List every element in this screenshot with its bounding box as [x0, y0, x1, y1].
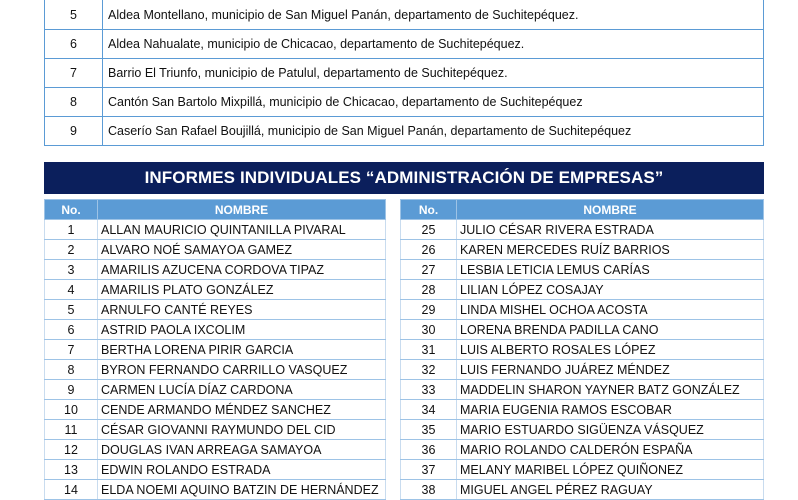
row-number: 38 [401, 480, 457, 500]
person-name: LORENA BRENDA PADILLA CANO [457, 320, 764, 340]
name-row [45, 420, 386, 440]
location-row [45, 30, 764, 59]
header-name: NOMBRE [457, 200, 764, 220]
person-name: MARIA EUGENIA RAMOS ESCOBAR [457, 400, 764, 420]
name-row [45, 220, 386, 240]
location-text: Cantón San Bartolo Mixpillá, municipio de Chicacao, departamento de Suchitepéquez [103, 88, 764, 117]
row-number: 11 [45, 420, 98, 440]
name-row [401, 320, 764, 340]
name-row [45, 400, 386, 420]
row-number: 4 [45, 280, 98, 300]
person-name: BYRON FERNANDO CARRILLO VASQUEZ [98, 360, 386, 380]
row-number: 14 [45, 480, 98, 500]
row-number: 33 [401, 380, 457, 400]
location-text: Aldea Nahualate, municipio de Chicacao, departamento de Suchitepéquez. [103, 30, 764, 59]
row-number: 37 [401, 460, 457, 480]
row-number: 12 [45, 440, 98, 460]
name-row [401, 440, 764, 460]
person-name: DOUGLAS IVAN ARREAGA SAMAYOA [98, 440, 386, 460]
person-name: MARIO ESTUARDO SIGÜENZA VÁSQUEZ [457, 420, 764, 440]
name-row [45, 440, 386, 460]
name-row [45, 300, 386, 320]
person-name: MARIO ROLANDO CALDERÓN ESPAÑA [457, 440, 764, 460]
name-row [401, 460, 764, 480]
header-name: NOMBRE [98, 200, 386, 220]
names-table-right [400, 199, 764, 500]
row-number: 6 [45, 320, 98, 340]
locations-table [44, 0, 764, 146]
row-number: 2 [45, 240, 98, 260]
person-name: MIGUEL ANGEL PÉREZ RAGUAY [457, 480, 764, 500]
header-no: No. [45, 200, 98, 220]
name-row [45, 280, 386, 300]
location-text: Barrio El Triunfo, municipio de Patulul, departamento de Suchitepéquez. [103, 59, 764, 88]
row-number: 27 [401, 260, 457, 280]
row-number: 5 [45, 300, 98, 320]
row-number: 26 [401, 240, 457, 260]
person-name: LUIS FERNANDO JUÁREZ MÉNDEZ [457, 360, 764, 380]
name-row [401, 360, 764, 380]
name-row [401, 400, 764, 420]
row-number: 7 [45, 340, 98, 360]
name-row [401, 300, 764, 320]
row-number: 9 [45, 380, 98, 400]
location-number: 7 [45, 59, 103, 88]
header-row [45, 200, 386, 220]
location-number: 8 [45, 88, 103, 117]
header-row [401, 200, 764, 220]
header-no: No. [401, 200, 457, 220]
person-name: ALVARO NOÉ SAMAYOA GAMEZ [98, 240, 386, 260]
person-name: ASTRID PAOLA IXCOLIM [98, 320, 386, 340]
location-text: Aldea Montellano, municipio de San Miguel Panán, departamento de Suchitepéquez. [103, 0, 764, 30]
name-row [401, 280, 764, 300]
location-row [45, 0, 764, 30]
name-row [401, 480, 764, 500]
person-name: BERTHA LORENA PIRIR GARCIA [98, 340, 386, 360]
row-number: 3 [45, 260, 98, 280]
row-number: 35 [401, 420, 457, 440]
location-number: 6 [45, 30, 103, 59]
row-number: 32 [401, 360, 457, 380]
person-name: KAREN MERCEDES RUÍZ BARRIOS [457, 240, 764, 260]
name-row [45, 360, 386, 380]
person-name: LUIS ALBERTO ROSALES LÓPEZ [457, 340, 764, 360]
person-name: AMARILIS PLATO GONZÁLEZ [98, 280, 386, 300]
location-number: 5 [45, 0, 103, 30]
name-row [401, 240, 764, 260]
person-name: MADDELIN SHARON YAYNER BATZ GONZÁLEZ [457, 380, 764, 400]
name-row [401, 260, 764, 280]
row-number: 13 [45, 460, 98, 480]
location-number: 9 [45, 117, 103, 146]
person-name: JULIO CÉSAR RIVERA ESTRADA [457, 220, 764, 240]
location-row [45, 117, 764, 146]
row-number: 25 [401, 220, 457, 240]
person-name: AMARILIS AZUCENA CORDOVA TIPAZ [98, 260, 386, 280]
name-row [45, 460, 386, 480]
person-name: ELDA NOEMI AQUINO BATZIN DE HERNÁNDEZ [98, 480, 386, 500]
row-number: 10 [45, 400, 98, 420]
name-row [401, 220, 764, 240]
row-number: 28 [401, 280, 457, 300]
name-row [401, 380, 764, 400]
name-row [401, 340, 764, 360]
location-row [45, 59, 764, 88]
person-name: LINDA MISHEL OCHOA ACOSTA [457, 300, 764, 320]
person-name: LESBIA LETICIA LEMUS CARÍAS [457, 260, 764, 280]
row-number: 29 [401, 300, 457, 320]
location-row [45, 88, 764, 117]
name-row [45, 380, 386, 400]
names-table-left [44, 199, 386, 500]
row-number: 34 [401, 400, 457, 420]
name-row [45, 320, 386, 340]
name-row [45, 240, 386, 260]
person-name: EDWIN ROLANDO ESTRADA [98, 460, 386, 480]
section-banner: INFORMES INDIVIDUALES “ADMINISTRACIÓN DE EMPRESAS” [44, 162, 764, 194]
row-number: 31 [401, 340, 457, 360]
location-text: Caserío San Rafael Boujillá, municipio de San Miguel Panán, departamento de Suchitepéquez [103, 117, 764, 146]
row-number: 8 [45, 360, 98, 380]
row-number: 1 [45, 220, 98, 240]
person-name: ARNULFO CANTÉ REYES [98, 300, 386, 320]
person-name: CENDE ARMANDO MÉNDEZ SANCHEZ [98, 400, 386, 420]
person-name: ALLAN MAURICIO QUINTANILLA PIVARAL [98, 220, 386, 240]
name-row [45, 260, 386, 280]
row-number: 30 [401, 320, 457, 340]
person-name: MELANY MARIBEL LÓPEZ QUIÑONEZ [457, 460, 764, 480]
person-name: LILIAN LÓPEZ COSAJAY [457, 280, 764, 300]
person-name: CÉSAR GIOVANNI RAYMUNDO DEL CID [98, 420, 386, 440]
name-row [45, 480, 386, 500]
name-row [45, 340, 386, 360]
name-row [401, 420, 764, 440]
row-number: 36 [401, 440, 457, 460]
person-name: CARMEN LUCÍA DÍAZ CARDONA [98, 380, 386, 400]
